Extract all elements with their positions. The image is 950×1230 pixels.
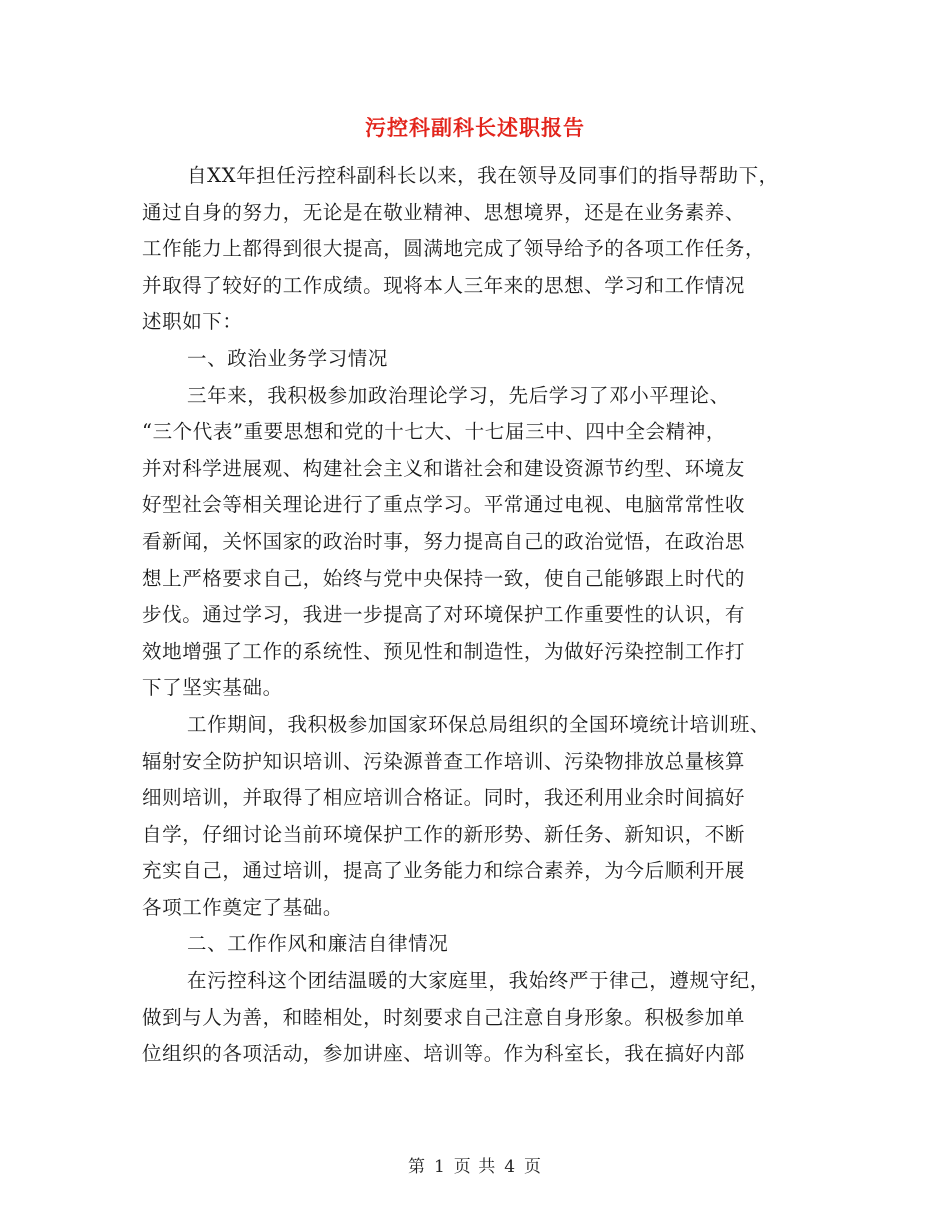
text-line: 工作期间，我积极参加国家环保总局组织的全国环境统计培训班、 [187, 712, 770, 736]
text-line: 通过自身的努力，无论是在敬业精神、思想境界，还是在业务素养、 [142, 200, 746, 224]
text-line: 想上严格要求自己，始终与党中央保持一致，使自己能够跟上时代的 [142, 566, 746, 590]
text-line: 看新闻，关怀国家的政治时事，努力提高自己的政治觉悟，在政治思 [142, 529, 746, 553]
footer-middle: 页 共 [453, 1157, 497, 1177]
document-title: 污控科副科长述职报告 [365, 115, 585, 140]
text-line: 各项工作奠定了基础。 [142, 895, 344, 919]
footer-prefix: 第 [407, 1157, 426, 1177]
text-line: 细则培训，并取得了相应培训合格证。同时，我还利用业余时间搞好 [142, 786, 746, 810]
page-total: 4 [504, 1157, 517, 1177]
text-line: 好型社会等相关理论进行了重点学习。平常通过电视、电脑常常性收 [142, 493, 746, 517]
section-heading: 二、工作作风和廉洁自律情况 [187, 932, 449, 956]
text-line: 并取得了较好的工作成绩。现将本人三年来的思想、学习和工作情况 [142, 273, 746, 297]
text-line: 述职如下： [142, 310, 243, 334]
page-footer [0, 1152, 950, 1177]
text-line: 做到与人为善，和睦相处，时刻要求自己注意自身形象。积极参加单 [142, 1005, 746, 1029]
footer-suffix: 页 [524, 1157, 543, 1177]
text-line: 工作能力上都得到很大提高，圆满地完成了领导给予的各项工作任务， [142, 237, 766, 261]
section-heading: 一、政治业务学习情况 [187, 346, 389, 370]
text-line: 辐射安全防护知识培训、污染源普查工作培训、污染物排放总量核算 [142, 749, 746, 773]
text-line: 自XX年担任污控科副科长以来，我在领导及同事们的指导帮助下， [187, 164, 779, 187]
text-line: 并对科学进展观、构建社会主义和谐社会和建设资源节约型、环境友 [142, 456, 746, 480]
text-line: 三年来，我积极参加政治理论学习，先后学习了邓小平理论、 [187, 383, 730, 407]
text-line: 在污控科这个团结温暖的大家庭里，我始终严于律己，遵规守纪， [187, 969, 770, 993]
text-line: 自学，仔细讨论当前环境保护工作的新形势、新任务、新知识，不断 [142, 822, 746, 846]
text-line: 下了坚实基础。 [142, 676, 283, 700]
text-line: 效地增强了工作的系统性、预见性和制造性，为做好污染控制工作打 [142, 639, 746, 663]
text-line: 步伐。通过学习，我进一步提高了对环境保护工作重要性的认识，有 [142, 603, 746, 627]
document-body [142, 158, 814, 1073]
text-line: 位组织的各项活动，参加讲座、培训等。作为科室长，我在搞好内部 [142, 1042, 746, 1066]
page-number: 1 [433, 1157, 446, 1177]
text-line: “三个代表”重要思想和党的十七大、十七届三中、四中全会精神， [142, 420, 726, 444]
text-line: 充实自己，通过培训，提高了业务能力和综合素养，为今后顺利开展 [142, 859, 746, 883]
